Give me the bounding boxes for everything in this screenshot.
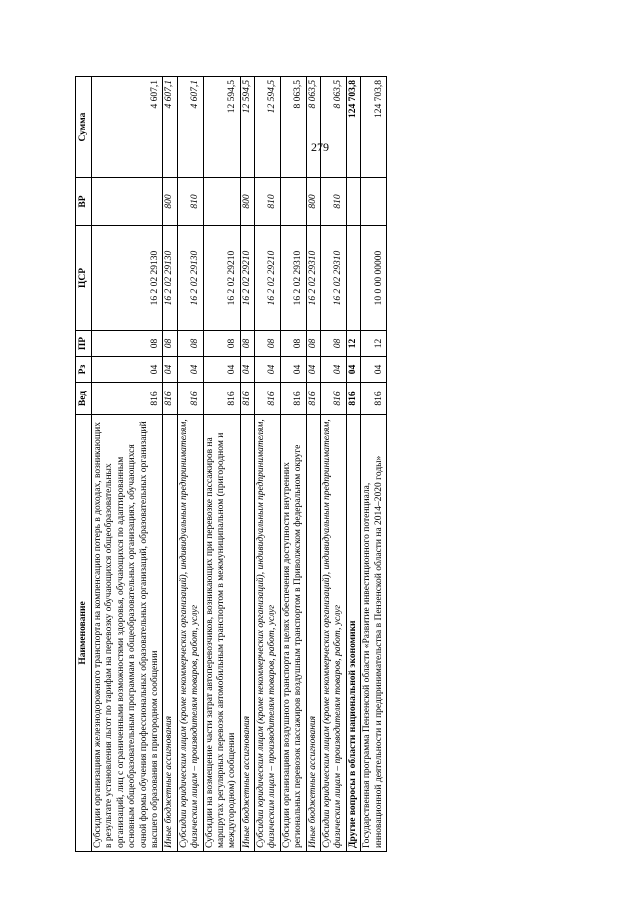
cell-vr: 810 bbox=[177, 178, 203, 226]
table-row bbox=[280, 77, 306, 852]
cell-ved: 816 bbox=[163, 383, 177, 415]
cell-csr: 16 2 02 29210 bbox=[203, 226, 240, 331]
cell-name: Субсидии юридическим лицам (кроме некоммерческих организаций), индивидуальным предпринимателям, физическим лицам – производителям товаров, работ, услуг bbox=[177, 415, 203, 852]
header-rz: Рз bbox=[76, 357, 92, 383]
cell-rz: 04 bbox=[240, 357, 254, 383]
table-header-row bbox=[76, 77, 92, 852]
cell-name: Другие вопросы в области национальной экономики bbox=[346, 415, 360, 852]
cell-rz: 04 bbox=[361, 357, 387, 383]
cell-sum: 4 607,1 bbox=[163, 77, 177, 178]
cell-ved: 816 bbox=[255, 383, 281, 415]
cell-rz: 04 bbox=[92, 357, 163, 383]
header-sum: Сумма bbox=[76, 77, 92, 178]
cell-name: Субсидии на возмещение части затрат автоперевозчиков, возникающих при перевозке пассажиров на маршрутах регулярных перевозок автомобильным транспортом в межмуниципальном (пригородном и междугородном) сообщении bbox=[203, 415, 240, 852]
cell-csr: 16 2 02 29210 bbox=[240, 226, 254, 331]
cell-rz: 04 bbox=[346, 357, 360, 383]
cell-rz: 04 bbox=[163, 357, 177, 383]
cell-vr: 800 bbox=[240, 178, 254, 226]
cell-pr: 08 bbox=[177, 331, 203, 357]
cell-vr bbox=[361, 178, 387, 226]
cell-pr: 08 bbox=[255, 331, 281, 357]
cell-ved: 816 bbox=[361, 383, 387, 415]
cell-rz: 04 bbox=[255, 357, 281, 383]
cell-sum: 8 063,5 bbox=[321, 77, 347, 178]
cell-sum: 12 594,5 bbox=[240, 77, 254, 178]
cell-csr: 16 2 02 29130 bbox=[92, 226, 163, 331]
table-row bbox=[203, 77, 240, 852]
cell-csr bbox=[346, 226, 360, 331]
cell-pr: 08 bbox=[240, 331, 254, 357]
cell-pr: 08 bbox=[163, 331, 177, 357]
cell-pr: 12 bbox=[346, 331, 360, 357]
cell-sum: 4 607,1 bbox=[177, 77, 203, 178]
budget-table-frame bbox=[75, 77, 535, 852]
cell-vr: 800 bbox=[306, 178, 320, 226]
header-vr: ВР bbox=[76, 178, 92, 226]
table-row bbox=[346, 77, 360, 852]
page-number: 279 bbox=[311, 140, 329, 154]
cell-vr bbox=[203, 178, 240, 226]
cell-csr: 10 0 00 00000 bbox=[361, 226, 387, 331]
cell-rz: 04 bbox=[306, 357, 320, 383]
table-row bbox=[240, 77, 254, 852]
cell-name: Иные бюджетные ассигнования bbox=[240, 415, 254, 852]
cell-csr: 16 2 02 29130 bbox=[163, 226, 177, 331]
header-name: Наименование bbox=[76, 415, 92, 852]
cell-name: Субсидии юридическим лицам (кроме некоммерческих организаций), индивидуальным предпринимателям, физическим лицам – производителям товаров, работ, услуг bbox=[255, 415, 281, 852]
cell-ved: 816 bbox=[203, 383, 240, 415]
table-row bbox=[92, 77, 163, 852]
cell-rz: 04 bbox=[321, 357, 347, 383]
cell-ved: 816 bbox=[321, 383, 347, 415]
cell-csr: 16 2 02 29210 bbox=[255, 226, 281, 331]
cell-ved: 816 bbox=[92, 383, 163, 415]
cell-name: Иные бюджетные ассигнования bbox=[306, 415, 320, 852]
header-csr: ЦСР bbox=[76, 226, 92, 331]
cell-name: Субсидии организациям воздушного транспорта в целях обеспечения доступности внутренних региональных перевозок пассажиров воздушным транспортом в Приволжском федеральном округе bbox=[280, 415, 306, 852]
cell-pr: 08 bbox=[203, 331, 240, 357]
cell-sum: 12 594,5 bbox=[255, 77, 281, 178]
table-row bbox=[306, 77, 320, 852]
cell-ved: 816 bbox=[280, 383, 306, 415]
cell-ved: 816 bbox=[177, 383, 203, 415]
cell-rz: 04 bbox=[177, 357, 203, 383]
cell-sum: 8 063,5 bbox=[280, 77, 306, 178]
table-row bbox=[163, 77, 177, 852]
cell-sum: 8 063,5 bbox=[306, 77, 320, 178]
cell-pr: 12 bbox=[361, 331, 387, 357]
cell-name: Иные бюджетные ассигнования bbox=[163, 415, 177, 852]
cell-sum: 12 594,5 bbox=[203, 77, 240, 178]
cell-csr: 16 2 02 29310 bbox=[306, 226, 320, 331]
cell-vr: 810 bbox=[255, 178, 281, 226]
cell-vr: 810 bbox=[321, 178, 347, 226]
table-row bbox=[361, 77, 387, 852]
cell-sum: 4 607,1 bbox=[92, 77, 163, 178]
cell-csr: 16 2 02 29130 bbox=[177, 226, 203, 331]
cell-csr: 16 2 02 29310 bbox=[280, 226, 306, 331]
cell-ved: 816 bbox=[306, 383, 320, 415]
budget-table bbox=[75, 76, 387, 852]
cell-vr: 800 bbox=[163, 178, 177, 226]
header-pr: ПР bbox=[76, 331, 92, 357]
cell-sum: 124 703,8 bbox=[346, 77, 360, 178]
cell-rz: 04 bbox=[280, 357, 306, 383]
cell-rz: 04 bbox=[203, 357, 240, 383]
cell-pr: 08 bbox=[92, 331, 163, 357]
cell-vr bbox=[346, 178, 360, 226]
cell-csr: 16 2 02 29310 bbox=[321, 226, 347, 331]
cell-name: Субсидии юридическим лицам (кроме некоммерческих организаций), индивидуальным предпринимателям, физическим лицам – производителям товаров, работ, услуг bbox=[321, 415, 347, 852]
header-ved: Вед bbox=[76, 383, 92, 415]
cell-vr bbox=[280, 178, 306, 226]
cell-name: Государственная программа Пензенской области «Развитие инвестиционного потенциала, инновационной деятельности и предпринимательства в Пензенской области на 2014–2020 годы» bbox=[361, 415, 387, 852]
table-row bbox=[255, 77, 281, 852]
cell-ved: 816 bbox=[346, 383, 360, 415]
cell-ved: 816 bbox=[240, 383, 254, 415]
cell-sum: 124 703,8 bbox=[361, 77, 387, 178]
cell-pr: 08 bbox=[306, 331, 320, 357]
cell-name: Субсидии организациям железнодорожного транспорта на компенсацию потерь в доходах, возникающих в результате установления льгот по тарифам на перевозку обучающихся общеобразовательных организаций, лиц с ограниченными возможностями здоровья, обучающихся по адаптированным основным общеобразовательным программам в общеобразовательных организациях, обучающихся очной формы обучения профессиональных образовательных организаций, образовательных организаций высшего образования в пригородном сообщении bbox=[92, 415, 163, 852]
table-row bbox=[177, 77, 203, 852]
cell-pr: 08 bbox=[321, 331, 347, 357]
table-row bbox=[321, 77, 347, 852]
cell-vr bbox=[92, 178, 163, 226]
cell-pr: 08 bbox=[280, 331, 306, 357]
